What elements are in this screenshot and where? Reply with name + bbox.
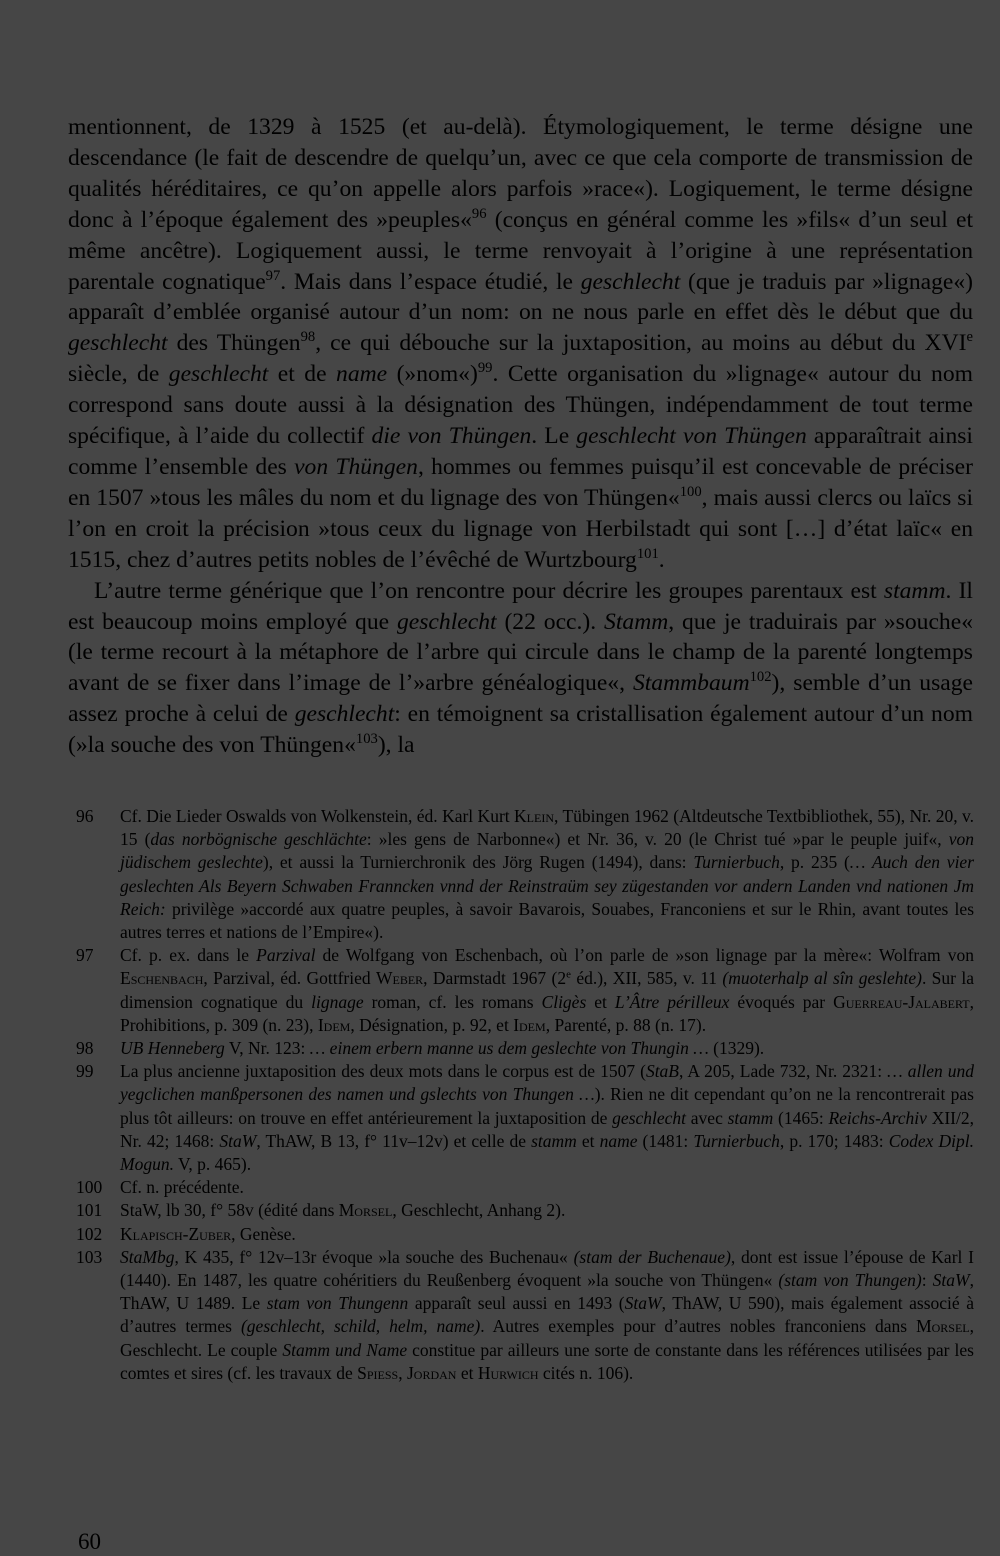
main-text [68, 112, 973, 761]
italic-term: StaB [645, 1061, 679, 1082]
footnote-102 [76, 1223, 974, 1246]
footnote-number: 101 [76, 1200, 103, 1221]
author-name: Spiess [357, 1362, 399, 1383]
italic-term: geschlecht [580, 268, 681, 295]
italic-term: die von Thüngen [371, 423, 532, 450]
footnote-text: Cf. p. ex. dans le Parzival de Wolfgang von Eschenbach, où l’on parle de »son lignage par la mère«: Wolfram von Eschenbach, Parzival, éd. Gottfried Weber, Darmstadt 1967 (2e éd.), XII, 585, v. 11 (muoterhalp al sîn geslehte). Sur la dimension cognatique du lignage roman, cf. les romans Cligès et L’Âtre périlleux évoqués par Guerreau-Jalabert, Prohibitions, p. 309 (n. 23), Idem, Désignation, p. 92, et Idem, Parenté, p. 88 (n. 17). [120, 945, 974, 1035]
italic-term: Turnierbuch [693, 1130, 780, 1151]
italic-term: geschlecht [396, 608, 497, 635]
footnote-text: Cf. n. précédente. [120, 1177, 244, 1198]
footnote-text: UB Henneberg V, Nr. 123: … einem erbern manne us dem geslechte von Thungin … (1329). [120, 1038, 765, 1059]
footnote-text: Cf. Die Lieder Oswalds von Wolkenstein, éd. Karl Kurt Klein, Tübingen 1962 (Altdeutsche Textbibliothek, 55), Nr. 20, v. 15 (das norbögnische geschlächte: »les gens de Narbonne«) et Nr. 36, v. 20 (le Christ tué »par le peuple juif«, von jüdischem geslechte), et aussi la Turnierchronik des Jörg Rugen (1494), dans: Turnierbuch, p. 235 (… Auch den vier geslechten Als Beyern Schwaben Franncken vnnd der Reinstraüm sey zügestanden vor andern Landen vnd nationen Jm Reich: privilège »accordé aux quatre peuples, à savoir Bavarois, Souabes, Franconiens et sur le Rhin, avant toutes les autres terres et nations de l’Empire«). [120, 806, 975, 943]
italic-term: … Auch den vier geslechten Als Beyern Schwaben Franncken vnnd der Reinstraüm sey zügestanden vor andern Landen vnd nationen Jm Reich: [120, 852, 975, 919]
italic-term: von Thüngen [294, 453, 418, 480]
italic-term: stam von Thungenn [266, 1293, 409, 1314]
italic-term: geschlecht [612, 1107, 687, 1128]
italic-term: Codex Dipl. Mogun. [120, 1130, 974, 1175]
italic-term: (muoterhalp al sîn geslehte) [722, 968, 922, 989]
italic-term: … allen und yegclichen manßpersonen des namen und gslechts von Thungen … [120, 1061, 974, 1105]
footnote-ref: 101 [636, 545, 659, 562]
footnote-ref: e [566, 968, 571, 981]
footnote-number: 97 [76, 945, 94, 966]
author-name: Morsel [338, 1200, 393, 1221]
footnotes [76, 805, 974, 1385]
author-name: Hurwich [477, 1362, 539, 1383]
author-name: Idem [513, 1014, 546, 1035]
italic-term: name [336, 361, 388, 388]
italic-term: StaW [624, 1293, 662, 1314]
italic-term: (geschlecht, schild, helm, name) [240, 1316, 481, 1337]
italic-term: Stamm [604, 608, 669, 635]
footnote-ref: 97 [265, 267, 281, 284]
italic-term: lignage [311, 991, 364, 1012]
footnote-96 [76, 805, 974, 944]
italic-term: UB Henneberg [120, 1038, 225, 1059]
footnote-103 [76, 1246, 974, 1385]
author-name: Eschenbach [120, 968, 204, 989]
italic-term: geschlecht [68, 330, 168, 357]
italic-term: von jüdischem geslechte [120, 829, 975, 873]
footnote-ref: e [966, 329, 973, 346]
footnote-number: 98 [76, 1038, 94, 1059]
italic-term: stamm [531, 1130, 577, 1151]
italic-term: geschlecht [294, 701, 395, 728]
footnote-99 [76, 1060, 974, 1176]
italic-term: … einem erbern manne us dem geslechte von Thungin … [309, 1038, 709, 1059]
footnote-text: StaMbg, K 435, f° 12v–13r évoque »la souche des Buchenau« (stam der Buchenaue), dont est issue l’épouse de Karl I (1440). En 1487, les quatre cohéritiers du Reußenberg évoquent »la souche von Thüngen« (stam von Thungen): StaW, ThAW, U 1489. Le stam von Thungenn apparaît seul aussi en 1493 (StaW, ThAW, U 590), mais également associé à d’autres termes (geschlecht, schild, helm, name). Autres exemples pour d’autres nobles franconiens dans Morsel, Geschlecht. Le couple Stamm und Name constitue par ailleurs une sorte de constante dans les références utilisées par les comtes et sires (cf. les travaux de Spiess, Jordan et Hurwich cités n. 106). [120, 1246, 975, 1383]
italic-term: geschlecht [168, 361, 269, 388]
paragraph-2: L’autre terme générique que l’on rencontre pour décrire les groupes parentaux est stamm. Il est beaucoup moins employé que geschlecht (22 occ.). Stamm, que je traduirais par »souche« (le terme recourt à la métaphore de l’arbre qui circule dans le champ de la parenté longtemps avant de se fixer dans l’image de l’»arbre généalogique«, Stammbaum$^{102}$), semble d’un usage assez proche à celui de geschlecht: en témoignent sa cristallisation également autour d’un nom (»la souche des von Thüngen«$^{103}$), la [68, 577, 974, 759]
italic-term: L’Âtre périlleux [614, 991, 730, 1012]
author-name: Weber [375, 968, 424, 989]
author-name: Klapisch-Zuber [120, 1223, 232, 1244]
italic-term: geschlecht von Thüngen [576, 423, 807, 450]
italic-term: das norbögnische geschlächte [150, 829, 367, 850]
italic-term: Parzival [256, 945, 316, 966]
italic-term: stamm [727, 1107, 774, 1128]
author-name: Jordan [406, 1362, 457, 1383]
italic-term: Turnierbuch [693, 852, 780, 873]
footnote-text: La plus ancienne juxtaposition des deux mots dans le corpus est de 1507 (StaB, A 205, Lade 732, Nr. 2321: … allen und yegclichen manßpersonen des namen und gslechts von Thungen …). Rien ne dit cependant qu’on ne la rencontrerait pas plus tôt ailleurs: on trouve en effet antérieurement la juxtaposition de geschlecht avec stamm (1465: Reichs-Archiv XII/2, Nr. 42; 1468: StaW, ThAW, B 13, f° 11v–12v) et celle de stamm et name (1481: Turnierbuch, p. 170; 1483: Codex Dipl. Mogun. V, p. 465). [120, 1061, 974, 1175]
footnote-number: 100 [76, 1177, 103, 1198]
author-name: Idem [317, 1014, 351, 1035]
footnote-ref: 96 [471, 205, 487, 222]
footnote-98 [76, 1037, 974, 1060]
paragraph-1: mentionnent, de 1329 à 1525 (et au-delà). Étymologiquement, le terme désigne une descendance (le fait de descendre de quelqu’un, avec ce que cela comporte de transmission de qualités héréditaires, ce qu’on appelle alors parfois »race«). Logiquement, le terme désigne donc à l’époque également des »peuples«$^{96}$ (conçus en général comme les »fils« d’un seul et même ancêtre). Logiquement aussi, le terme renvoyait à l’origine à une représentation parentale cognatique$^{97}$. Mais dans l’espace étudié, le geschlecht (que je traduis par »lignage«) apparaît d’emblée organisé autour d’un nom: on ne nous parle en effet dès le début que du geschlecht des Thüngen$^{98}$, ce qui débouche sur la juxtaposition, au moins au début du XVIe siècle, de geschlecht et de name (»nom«)$^{99}$. Cette organisation du »lignage« autour du nom correspond sans doute aussi à la désignation des Thüngen, indépendamment de tout terme spécifique, à l’aide du collectif die von Thüngen. Le geschlecht von Thüngen apparaîtrait ainsi comme l’ensemble des von Thüngen, hommes ou femmes puisqu’il est concevable de préciser en 1507 »tous les mâles du nom et du lignage des von Thüngen«$^{100}$, mais aussi clercs ou laïcs si l’on en croit la précision »tous ceux du lignage von Herbilstadt qui sont […] d’état laïc« en 1515, chez d’autres petits nobles de l’évêché de Wurtzbourg$^{101}$. [68, 114, 974, 573]
footnote-ref: 99 [477, 360, 493, 377]
italic-term: (stam von Thungen) [778, 1270, 922, 1291]
footnote-97 [76, 944, 974, 1037]
author-name: Morsel [916, 1316, 970, 1337]
author-name: Guerreau-Jalabert [833, 991, 970, 1012]
italic-term: stamm [883, 577, 946, 604]
footnote-number: 99 [76, 1061, 94, 1082]
page-number: 60 [78, 1529, 101, 1554]
italic-term: StaW [219, 1130, 257, 1151]
footnote-101 [76, 1199, 974, 1222]
footnote-ref: 102 [749, 669, 772, 686]
italic-term: Cligès [541, 991, 587, 1012]
footnote-100 [76, 1176, 974, 1199]
footnote-text: Klapisch-Zuber, Genèse. [120, 1223, 296, 1244]
italic-term: StaW [932, 1270, 970, 1291]
italic-term: Stammbaum [632, 670, 750, 697]
footnote-ref: 98 [300, 329, 316, 346]
italic-term: (stam der Buchenaue) [573, 1246, 731, 1267]
footnote-number: 102 [76, 1223, 103, 1244]
footnote-number: 103 [76, 1246, 103, 1267]
footnote-ref: 103 [355, 731, 378, 748]
footnote-ref: 100 [679, 483, 702, 500]
italic-term: StaMbg [120, 1246, 175, 1267]
footnote-text: StaW, lb 30, f° 58v (édité dans Morsel, Geschlecht, Anhang 2). [120, 1200, 566, 1221]
footnote-number: 96 [76, 806, 94, 826]
italic-term: Reichs-Archiv [828, 1107, 927, 1128]
author-name: Klein [514, 806, 554, 826]
italic-term: Stamm und Name [282, 1339, 408, 1360]
italic-term: name [599, 1130, 638, 1151]
